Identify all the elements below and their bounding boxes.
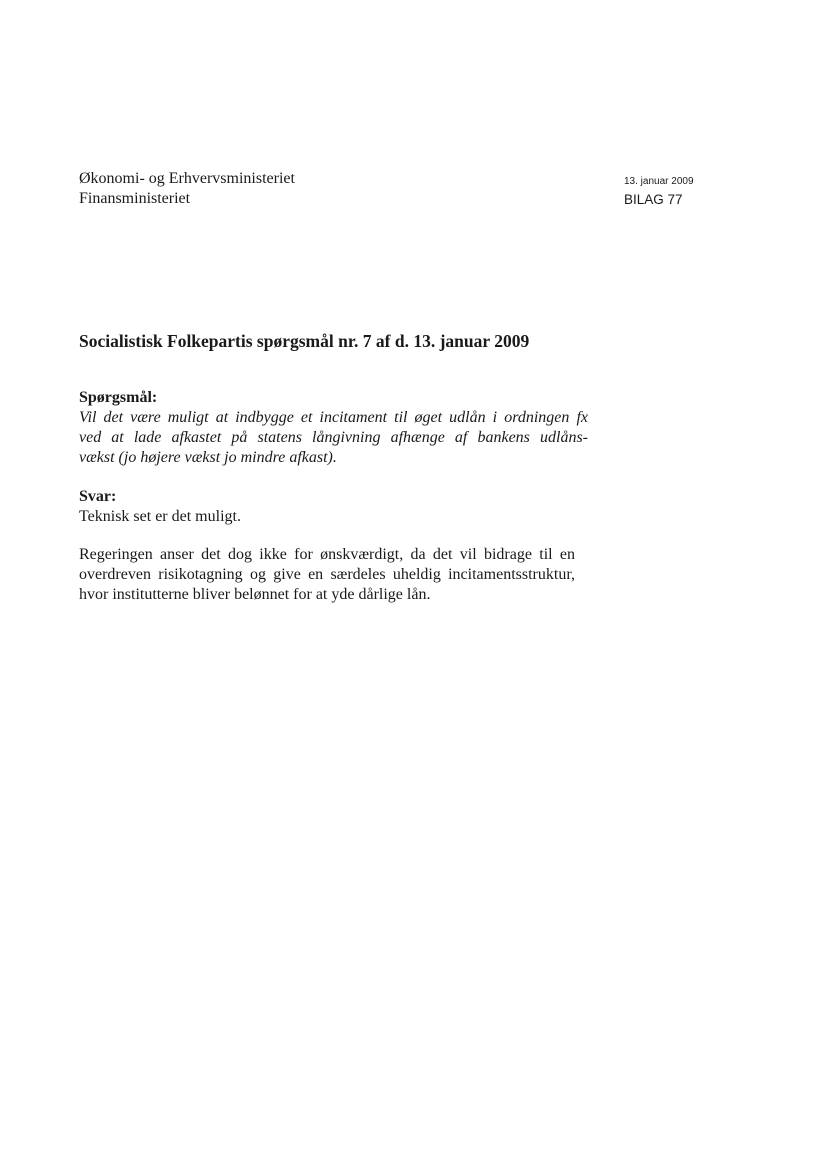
remark-line-3: hvor institutterne bliver belønnet for at yde dårlige lån. — [79, 586, 431, 603]
remark-line-1: Regeringen anser det dog ikke for ønskværdigt, da det vil bidrage til en — [79, 546, 575, 563]
sender-ministry-2: Finansministeriet — [79, 190, 191, 207]
remark-paragraph — [79, 545, 589, 605]
answer-text: Teknisk set er det muligt. — [79, 508, 241, 525]
question-line-2: ved at lade afkastet på statens långivning afhænge af bankens udlåns- — [79, 429, 588, 446]
bilag-number: BILAG 77 — [624, 192, 683, 207]
document-meta — [624, 175, 694, 209]
question-line-1: Vil det være muligt at indbygge et incitament til øget udlån i ordningen fx — [79, 409, 588, 426]
question-line-3: vækst (jo højere vækst jo mindre afkast). — [79, 449, 337, 466]
document-title: Socialistisk Folkepartis spørgsmål nr. 7 af d. 13. januar 2009 — [79, 331, 530, 351]
answer-label: Svar: — [79, 488, 117, 505]
sender-ministry-1: Økonomi- og Erhvervsministeriet — [79, 170, 295, 187]
question-section — [79, 388, 589, 468]
question-label: Spørgsmål: — [79, 389, 158, 406]
document-date: 13. januar 2009 — [624, 176, 694, 187]
answer-section — [79, 487, 589, 527]
remark-line-2: overdreven risikotagning og give en særdeles uheldig incitamentsstruktur, — [79, 566, 575, 583]
sender-block — [79, 169, 295, 209]
